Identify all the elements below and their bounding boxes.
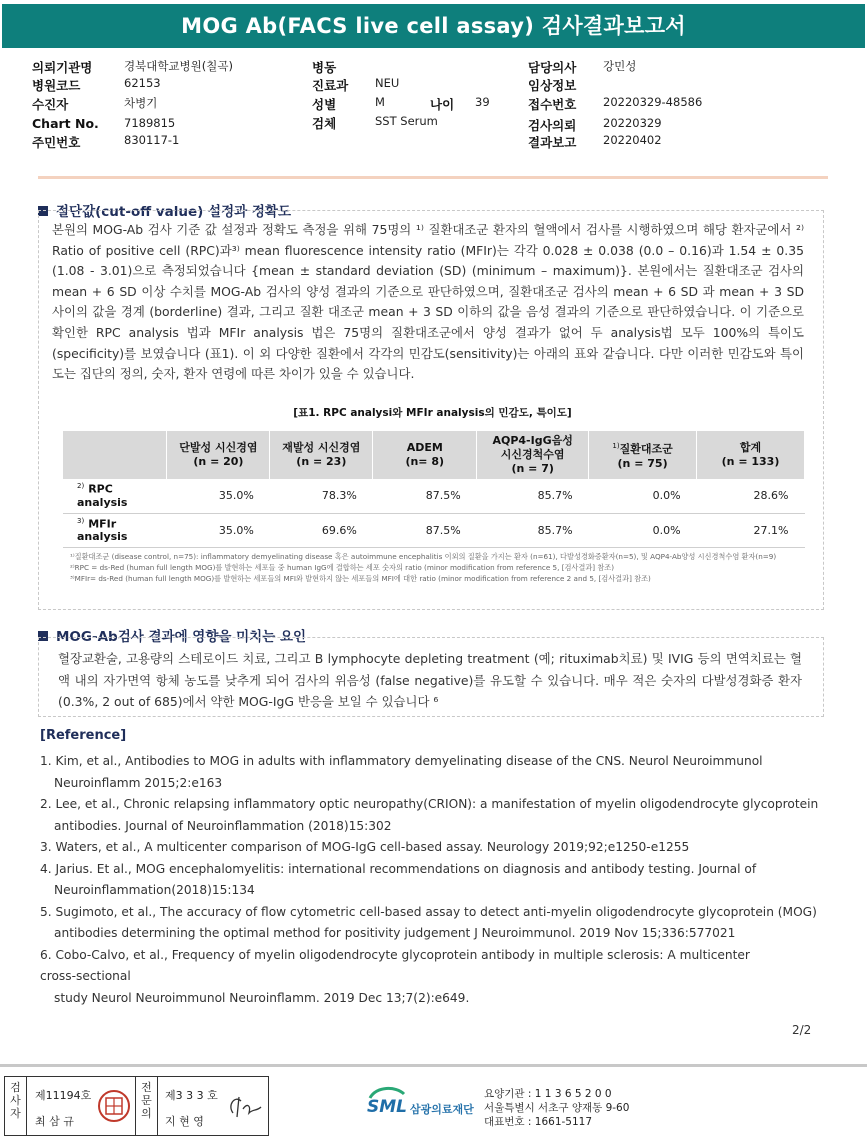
table-cell: 87.5%	[373, 479, 477, 513]
header-sup: 1)	[612, 442, 620, 451]
reference-item	[40, 859, 820, 902]
factors-paragraph: 혈장교환술, 고용량의 스테로이드 치료, 그리고 B lymphocyte depleting treatment (예; rituximab치료) 및 IVIG 등의 면역치료는 혈액 내의 자가면역 항체 농도를 낮추게 되어 검사의 위음성 (false negative)를 유도할 수 있습니다. 매우 적은 숫자의 다발성경화증 환자 (0.3%, 2 out of 685)에서 약한 MOG-IgG 반응을 보일 수 있습니다 ⁶	[58, 651, 802, 709]
sensitivity-table	[63, 431, 805, 548]
header-line: (n = 133)	[721, 455, 780, 468]
approver-label: 전문의	[136, 1077, 158, 1135]
table-header-cell	[270, 431, 373, 479]
table-caption: [표1. RPC analysi와 MFIr analysis의 민감도, 특이도]	[293, 407, 572, 419]
row-label-text: RPC analysis	[77, 483, 128, 510]
org-address: 서울특별시 서초구 양재동 9-60	[484, 1102, 630, 1114]
patient-name-label: 수진자	[32, 97, 69, 112]
accession-no-label: 접수번호	[528, 97, 577, 112]
specimen-value: SST Serum	[375, 114, 438, 128]
reference-item	[40, 945, 820, 1010]
reference-line: 3. Waters, et al., A multicenter comparison of MOG-IgG cell-based assay. Neurology 2019;92;e1250-e1255	[40, 840, 690, 854]
header-line: AQP4-IgG음성	[492, 434, 573, 447]
reference-line: 6. Cobo-Calvo, et al., Frequency of myelin oligodendrocyte glycoprotein antibody in multiple sclerosis: A multicenter	[40, 947, 750, 962]
reference-line: cross-sectional	[40, 969, 131, 983]
header-line: 질환대조군	[619, 442, 673, 456]
page-number: 2/2	[792, 1023, 812, 1037]
row-label	[63, 479, 167, 513]
sml-logo: SML	[367, 1097, 407, 1117]
table-cell: 85.7%	[477, 479, 589, 513]
table-header-blank	[63, 431, 167, 479]
sml-org-name: 삼광의료재단	[410, 1103, 474, 1116]
reference-line: 5. Sugimoto, et al., The accuracy of flow cytometric cell-based assay to detect anti-myelin oligodendrocyte glycoprotein (MOG)	[40, 904, 817, 919]
references-title: [Reference]	[40, 728, 127, 743]
reference-line: 4. Jarius. Et al., MOG encephalomyelitis: international recommendations on diagnosis and antibody testing. Journal of	[40, 861, 757, 876]
department-label: 진료과	[312, 78, 349, 93]
table-cell: 0.0%	[589, 513, 697, 547]
section-factors-title-text: MOG-Ab검사 결과에 영향을 미치는 요인	[56, 629, 307, 645]
cutoff-paragraph: 본원의 MOG-Ab 검사 기준 값 설정과 정확도 측정을 위해 75명의 ¹⁾ 질환대조군 환자의 혈액에서 검사를 시행하였으며 해당 환자군에서 ²⁾ Ratio of positive cell (RPC)과³⁾ mean fluorescence intensity ratio (MFIr)는 각각 0.028 ± 0.038 (0.0 – 0.16)과 1.54 ± 0.35 (1.08 - 3.01)으로 측정되었습니다 {mean ± standard deviation (SD) (minimum – maximum)}. 본원에서는 질환대조군 검사의 mean + 6 SD 이상 수치를 MOG-Ab 검사의 양성 결과의 기준으로 판단하였으며, 질환대조군 검사의 mean + 6 SD 과 mean + 3 SD 사이의 값을 경계 (borderline) 결과, 그리고 질환 대조군 mean + 3 SD 이하의 값을 음성 결과의 기준으로 판단하였습니다. 이 기준으로 확인한 RPC analysis 법과 MFIr analysis 법은 75명의 질환대조군에서 양성 결과가 없어 두 analysis법 모두 100%의 특이도(specificity)를 보였습니다 (표1). 이 외 다양한 질환에서 각각의 민감도(sensitivity)는 아래의 표와 같습니다. 다만 이러한 민감도와 특이도는 집단의 정의, 숫자, 환자 연령에 따른 차이가 있을 수 있습니다.	[52, 222, 804, 382]
inspector-label: 검사자	[5, 1077, 27, 1135]
seal-stamp-icon	[97, 1089, 131, 1123]
ward-label: 병동	[312, 60, 337, 75]
hospital-code-value: 62153	[124, 76, 161, 90]
table-cell: 78.3%	[270, 479, 373, 513]
resident-number-label: 주민번호	[32, 135, 81, 150]
table-header-cell	[589, 431, 697, 479]
reference-line: Neuroinflammation(2018)15:134	[54, 883, 255, 897]
table-header-cell	[477, 431, 589, 479]
patient-name-value: 차병기	[124, 96, 158, 110]
header-line: 시신경척수염	[500, 448, 565, 461]
specimen-label: 검체	[312, 116, 337, 131]
table-row-rpc	[63, 479, 805, 513]
table-header-row	[63, 431, 805, 479]
physician-value: 강민성	[603, 59, 637, 73]
header-line: (n = 20)	[193, 455, 244, 468]
sex-label: 성별	[312, 97, 337, 112]
footnote-1: ¹⁾질환대조군 (disease control, n=75): inflammatory demyelinating disease 혹은 autoimmune encephalitis 이외의 질환을 가지는 환자 (n=61), 다발성경화증환자(n=5), 및 AQP4-Ab양성 시신경척수염 환자(n=9)	[70, 552, 777, 561]
resident-number-value: 830117-1	[124, 133, 180, 147]
header-line: 합계	[739, 441, 762, 454]
header-line: (n= 8)	[405, 455, 445, 468]
row-sup: 2)	[77, 482, 85, 491]
referring-institution-label: 의뢰기관명	[32, 60, 93, 75]
signature-icon	[225, 1091, 265, 1123]
row-label	[63, 513, 167, 547]
request-date-value: 20220329	[603, 116, 662, 130]
header-line: 재발성 시신경염	[282, 441, 361, 454]
footnote-2: ²⁾RPC = ds-Red (human full length MOG)를 발현하는 세포들 중 human IgG에 결합하는 세포 숫자의 ratio (minor modification from reference 5, [검사결과] 참조)	[70, 563, 615, 572]
accession-no-value: 20220329-48586	[603, 95, 703, 109]
inspector-id: 제11194호	[35, 1089, 92, 1102]
chart-no-value: 7189815	[124, 116, 176, 130]
table-cell: 35.0%	[167, 479, 270, 513]
table-header-cell	[697, 431, 805, 479]
section-divider	[38, 176, 828, 179]
sex-value: M	[375, 95, 385, 109]
reference-item	[40, 902, 820, 945]
patient-info-panel	[30, 55, 850, 155]
department-value: NEU	[375, 76, 400, 90]
org-phone: 대표번호 : 1661-5117	[484, 1116, 593, 1128]
org-code: 요양기관 : 1 1 3 6 5 2 0 0	[484, 1088, 612, 1100]
references-list	[40, 751, 820, 1009]
header-line: (n = 7)	[511, 462, 554, 475]
referring-institution-value: 경북대학교병원(칠곡)	[124, 59, 233, 73]
reference-line: Neuroinflamm 2015;2:e163	[54, 775, 223, 790]
report-date-value: 20220402	[603, 133, 662, 147]
table-cell: 69.6%	[270, 513, 373, 547]
header-line: (n = 75)	[617, 456, 668, 470]
clinical-info-label: 임상정보	[528, 78, 577, 93]
table-row-mfir	[63, 513, 805, 547]
reference-item	[40, 751, 820, 794]
signature-box	[4, 1076, 269, 1136]
reference-item	[40, 837, 820, 859]
request-date-label: 검사의뢰	[528, 118, 577, 133]
header-line: 단발성 시신경염	[179, 441, 258, 454]
row-sup: 3)	[77, 516, 85, 525]
organization-info	[484, 1087, 629, 1129]
table-header-cell	[373, 431, 477, 479]
inspector-name: 최 삼 규	[35, 1115, 74, 1128]
footnote-3: ³⁾MFIr= ds-Red (human full length MOG)를 발현하는 세포들의 MFI와 발현하지 않는 세포들의 MFI에 대한 ratio (minor modification from reference 2 and 5, [검사결과] 참조)	[70, 574, 651, 583]
report-date-label: 결과보고	[528, 135, 577, 150]
table-footnotes	[70, 551, 805, 584]
age-label: 나이	[430, 97, 455, 112]
footer-divider	[0, 1064, 867, 1067]
row-label-text: MFIr analysis	[77, 517, 128, 544]
report-title: MOG Ab(FACS live cell assay) 검사결과보고서	[2, 4, 865, 48]
reference-line: study Neurol Neuroimmunol Neuroinflamm. 2019 Dec 13;7(2):e649.	[54, 990, 470, 1005]
physician-label: 담당의사	[528, 60, 577, 75]
hospital-code-label: 병원코드	[32, 78, 81, 93]
section-cutoff-title-text: 절단값(cut-off value) 설정과 정확도	[56, 204, 291, 220]
table-cell: 0.0%	[589, 479, 697, 513]
reference-line: antibodies. Journal of Neuroinflammation (2018)15:302	[54, 818, 392, 833]
table-header-cell	[167, 431, 270, 479]
reference-line: antibodies determining the optimal method for positivity judgement J Neuroimmunol. 2019 Nov 15;336:577021	[54, 926, 736, 940]
age-value: 39	[475, 95, 490, 109]
approver-id: 제3 3 3 호	[165, 1089, 218, 1102]
header-line: (n = 23)	[296, 455, 347, 468]
reference-line: 2. Lee, et al., Chronic relapsing inflammatory optic neuropathy(CRION): a manifestation of myelin oligodendrocyte glycoprotein	[40, 797, 819, 811]
table-cell: 27.1%	[697, 513, 805, 547]
table-cell: 87.5%	[373, 513, 477, 547]
header-line: ADEM	[406, 441, 443, 454]
table-cell: 35.0%	[167, 513, 270, 547]
reference-line: 1. Kim, et al., Antibodies to MOG in adults with inflammatory demyelinating disease of the CNS. Neurol Neuroimmunol	[40, 754, 763, 768]
chart-no-label: Chart No.	[32, 116, 99, 131]
reference-item	[40, 794, 820, 837]
approver-name: 지 현 영	[165, 1115, 204, 1128]
table-cell: 28.6%	[697, 479, 805, 513]
table-cell: 85.7%	[477, 513, 589, 547]
